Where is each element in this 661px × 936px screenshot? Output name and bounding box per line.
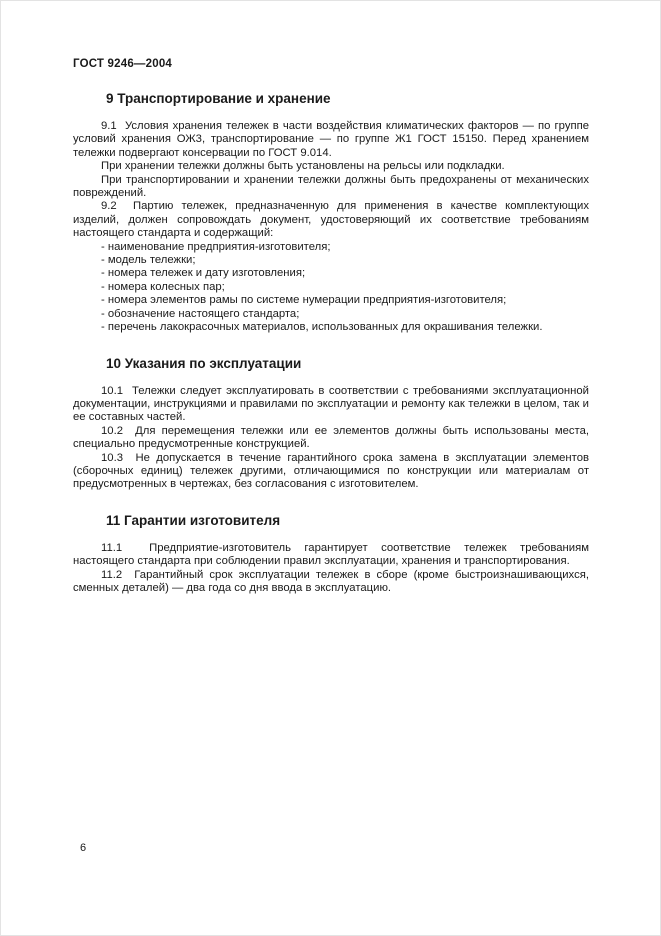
paragraph-9-2: 9.2 Партию тележек, предназначенную для применения в качестве комплектующих изделий, должен сопровождать документ, удостоверяющий их соответствие требованиям настоящего стандарта и содержащий: (73, 200, 589, 240)
paragraph-9-1: 9.1 Условия хранения тележек в части воздействия климатических факторов — по группе условий хранения ОЖ3, транспортирование — по группе Ж1 ГОСТ 15150. Перед хранением тележки подвергают консервации по ГОСТ 9.014. (73, 120, 589, 159)
paragraph-10-1: 10.1 Тележки следует эксплуатировать в соответствии с требованиями эксплуатационной документации, инструкциями и правилами по эксплуатации и ремонту как тележки в целом, так и ее составных частей. (73, 384, 589, 424)
list-item-paint-materials: - перечень лакокрасочных материалов, использованных для окрашивания тележки. (101, 321, 543, 334)
paragraph-storage-rails: При хранении тележки должны быть установлены на рельсы или подкладки. (101, 160, 505, 173)
list-item-bogie-model: - модель тележки; (101, 254, 196, 267)
section-11-warranty (73, 513, 589, 596)
page-number: 6 (80, 842, 87, 854)
list-item-frame-numbers: - номера элементов рамы по системе нумерации предприятия-изготовителя; (101, 294, 507, 307)
running-header: ГОСТ 9246—2004 (73, 58, 173, 70)
section-9-transport-storage (73, 91, 589, 335)
list-item-bogie-numbers: - номера тележек и дату изготовления; (101, 267, 306, 280)
paragraph-transport-protection: При транспортировании и хранении тележки должны быть предохранены от механических повреждений. (73, 173, 589, 200)
section-10-operation (73, 356, 589, 492)
list-item-standard-designation: - обозначение настоящего стандарта; (101, 307, 300, 320)
page-content (73, 58, 589, 595)
paragraph-11-1: 11.1 Предприятие-изготовитель гарантирует соответствие тележек требованиям настоящего стандарта при соблюдении правил эксплуатации, хранения и транспортирования. (73, 541, 589, 568)
section-10-title: 10 Указания по эксплуатации (106, 355, 302, 371)
paragraph-10-3: 10.3 Не допускается в течение гарантийного срока замена в эксплуатации элементов (сборочных единиц) тележек другими, отличающимися по конструкции или материалам от предусмотренных в чертежах, без согласования с изготовителем. (73, 451, 589, 491)
paragraph-11-2: 11.2 Гарантийный срок эксплуатации тележек в сборе (кроме быстроизнашивающихся, сменных деталей) — два года со дня ввода в эксплуатацию. (73, 568, 589, 594)
list-item-manufacturer-name: - наименование предприятия-изготовителя; (101, 240, 331, 253)
paragraph-10-2: 10.2 Для перемещения тележки или ее элементов должны быть использованы места, специально предусмотренные конструкцией. (73, 424, 589, 451)
section-9-title: 9 Транспортирование и хранение (106, 91, 331, 106)
list-item-wheelset-numbers: - номера колесных пар; (101, 280, 225, 293)
section-11-title: 11 Гарантии изготовителя (106, 512, 281, 528)
